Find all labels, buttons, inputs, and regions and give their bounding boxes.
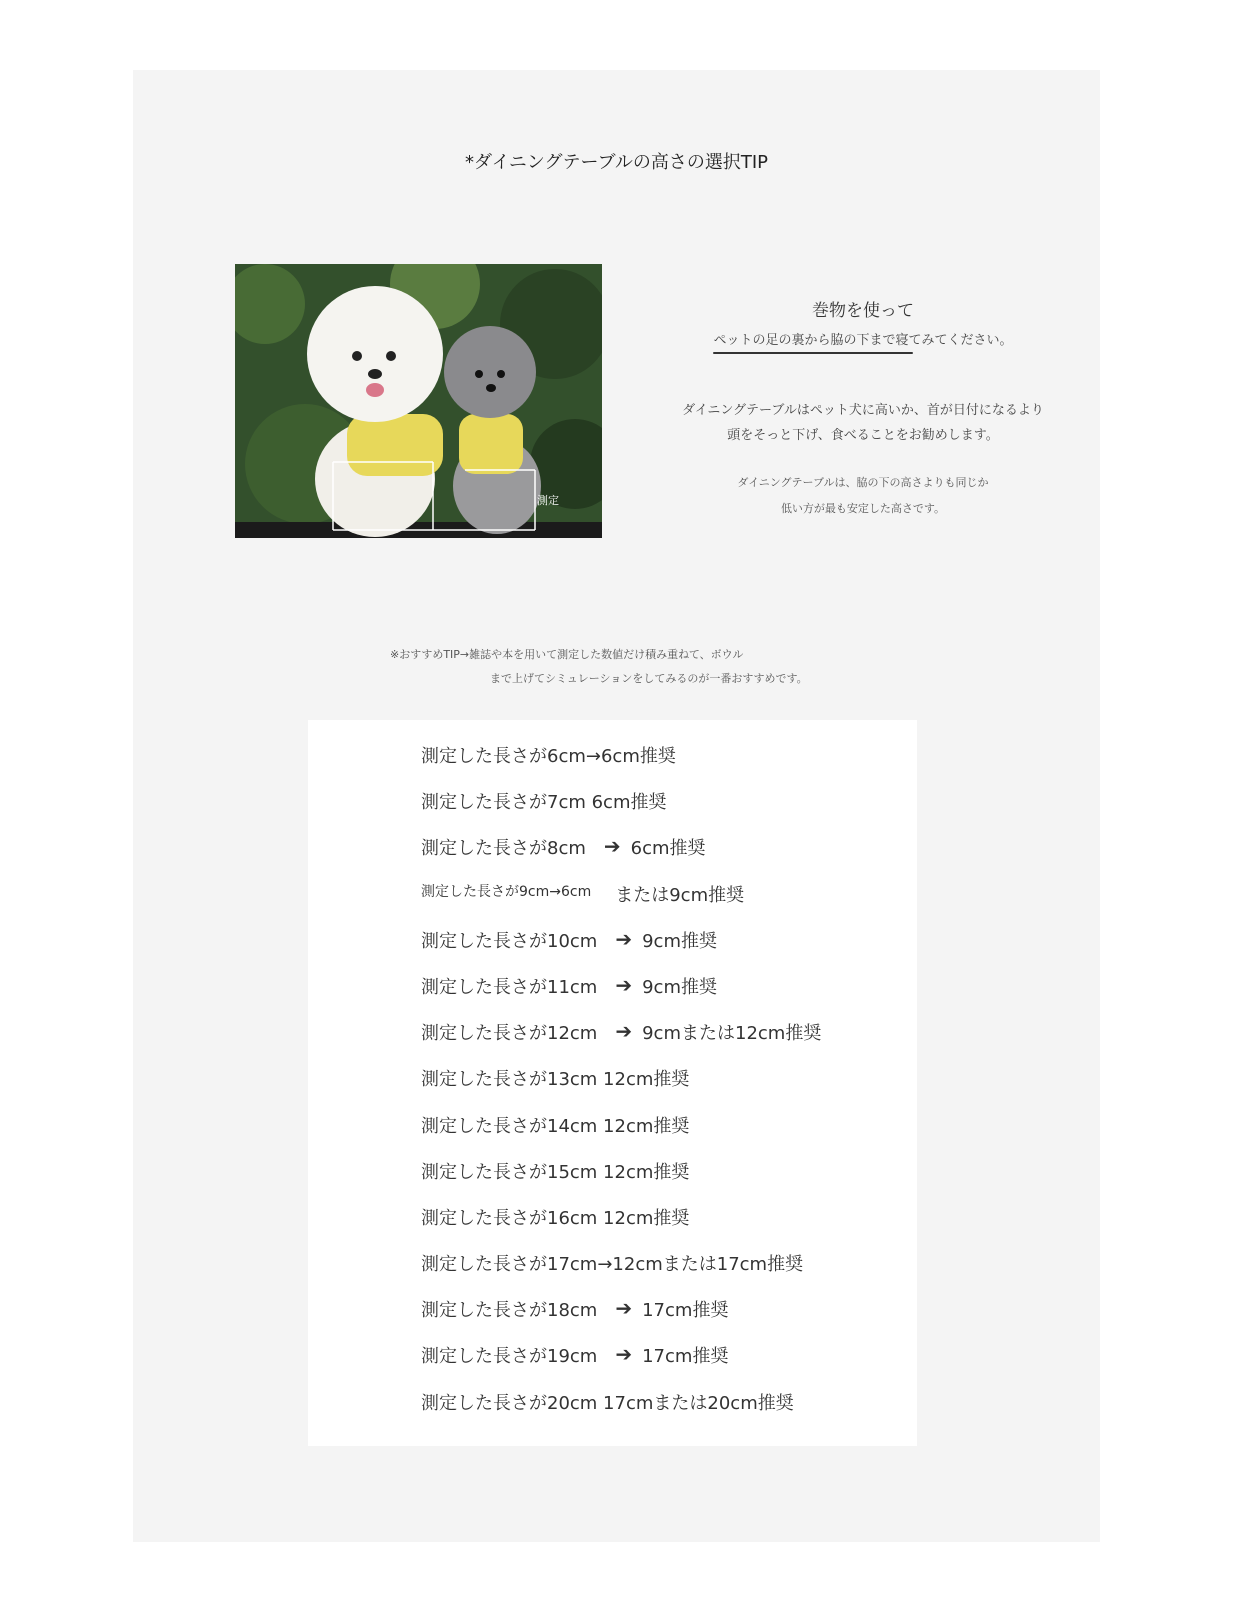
info-instruction: ペットの足の裏から脇の下まで寝てみてください。 [713, 329, 1012, 348]
page-title: *ダイニングテーブルの高さの選択TIP [464, 152, 769, 173]
arrow-icon: ➔ [615, 972, 633, 997]
recommendation-card [308, 720, 917, 1446]
list-item: 測定した長さが17cm→12cmまたは17cm推奨 [421, 1254, 804, 1276]
list-item: 測定した長さが8cm ➔ 6cm推奨 [421, 834, 706, 860]
list-item: 測定した長さが7cm 6cm推奨 [421, 792, 667, 814]
list-item: 測定した長さが16cm 12cm推奨 [421, 1207, 690, 1229]
tip-line-1: ※おすすめTIP→雑誌や本を用いて測定した数値だけ積み重ねて、ボウル [390, 648, 744, 661]
instruction-underline [713, 352, 912, 354]
list-item: 測定した長さが10cm ➔ 9cm推奨 [421, 926, 717, 952]
list-item: 測定した長さが13cm 12cm推奨 [421, 1069, 690, 1091]
arrow-icon: ➔ [615, 1342, 633, 1367]
info-note: ダイニングテーブルは、脇の下の高さよりも同じか 低い方が最も安定した高さです。 [737, 476, 989, 515]
info-heading: 巻物を使って [812, 301, 914, 321]
content-panel [133, 70, 1100, 1542]
arrow-icon: ➔ [615, 1019, 633, 1044]
arrow-icon: ➔ [615, 926, 633, 951]
list-item: 測定した長さが15cm 12cm推奨 [421, 1161, 690, 1183]
list-item: 測定した長さが19cm ➔ 17cm推奨 [421, 1342, 729, 1368]
list-item: 測定した長さが6cm→6cm推奨 [421, 746, 676, 767]
arrow-icon: ➔ [615, 1296, 633, 1321]
list-item: 測定した長さが9cm→6cm または9cm推奨 [421, 883, 745, 906]
list-item: 測定した長さが20cm 17cmまたは20cm推奨 [421, 1392, 794, 1414]
list-item: 測定した長さが14cm 12cm推奨 [421, 1115, 690, 1137]
list-item: 測定した長さが11cm ➔ 9cm推奨 [421, 972, 717, 998]
tip-line-2: まで上げてシミュレーションをしてみるのが一番おすすめです。 [490, 672, 808, 685]
list-item: 測定した長さが12cm ➔ 9cmまたは12cm推奨 [421, 1019, 822, 1045]
dogs-photo [235, 264, 602, 538]
arrow-icon: ➔ [603, 834, 621, 859]
info-block [633, 296, 1093, 522]
info-advice: ダイニングテーブルはペット犬に高いか、首が日付になるより 頭をそっと下げ、食べることをお勧めします。 [682, 403, 1044, 443]
list-item: 測定した長さが18cm ➔ 17cm推奨 [421, 1296, 729, 1322]
recommendation-list [421, 742, 821, 1435]
measure-label: 測定 [537, 494, 559, 507]
